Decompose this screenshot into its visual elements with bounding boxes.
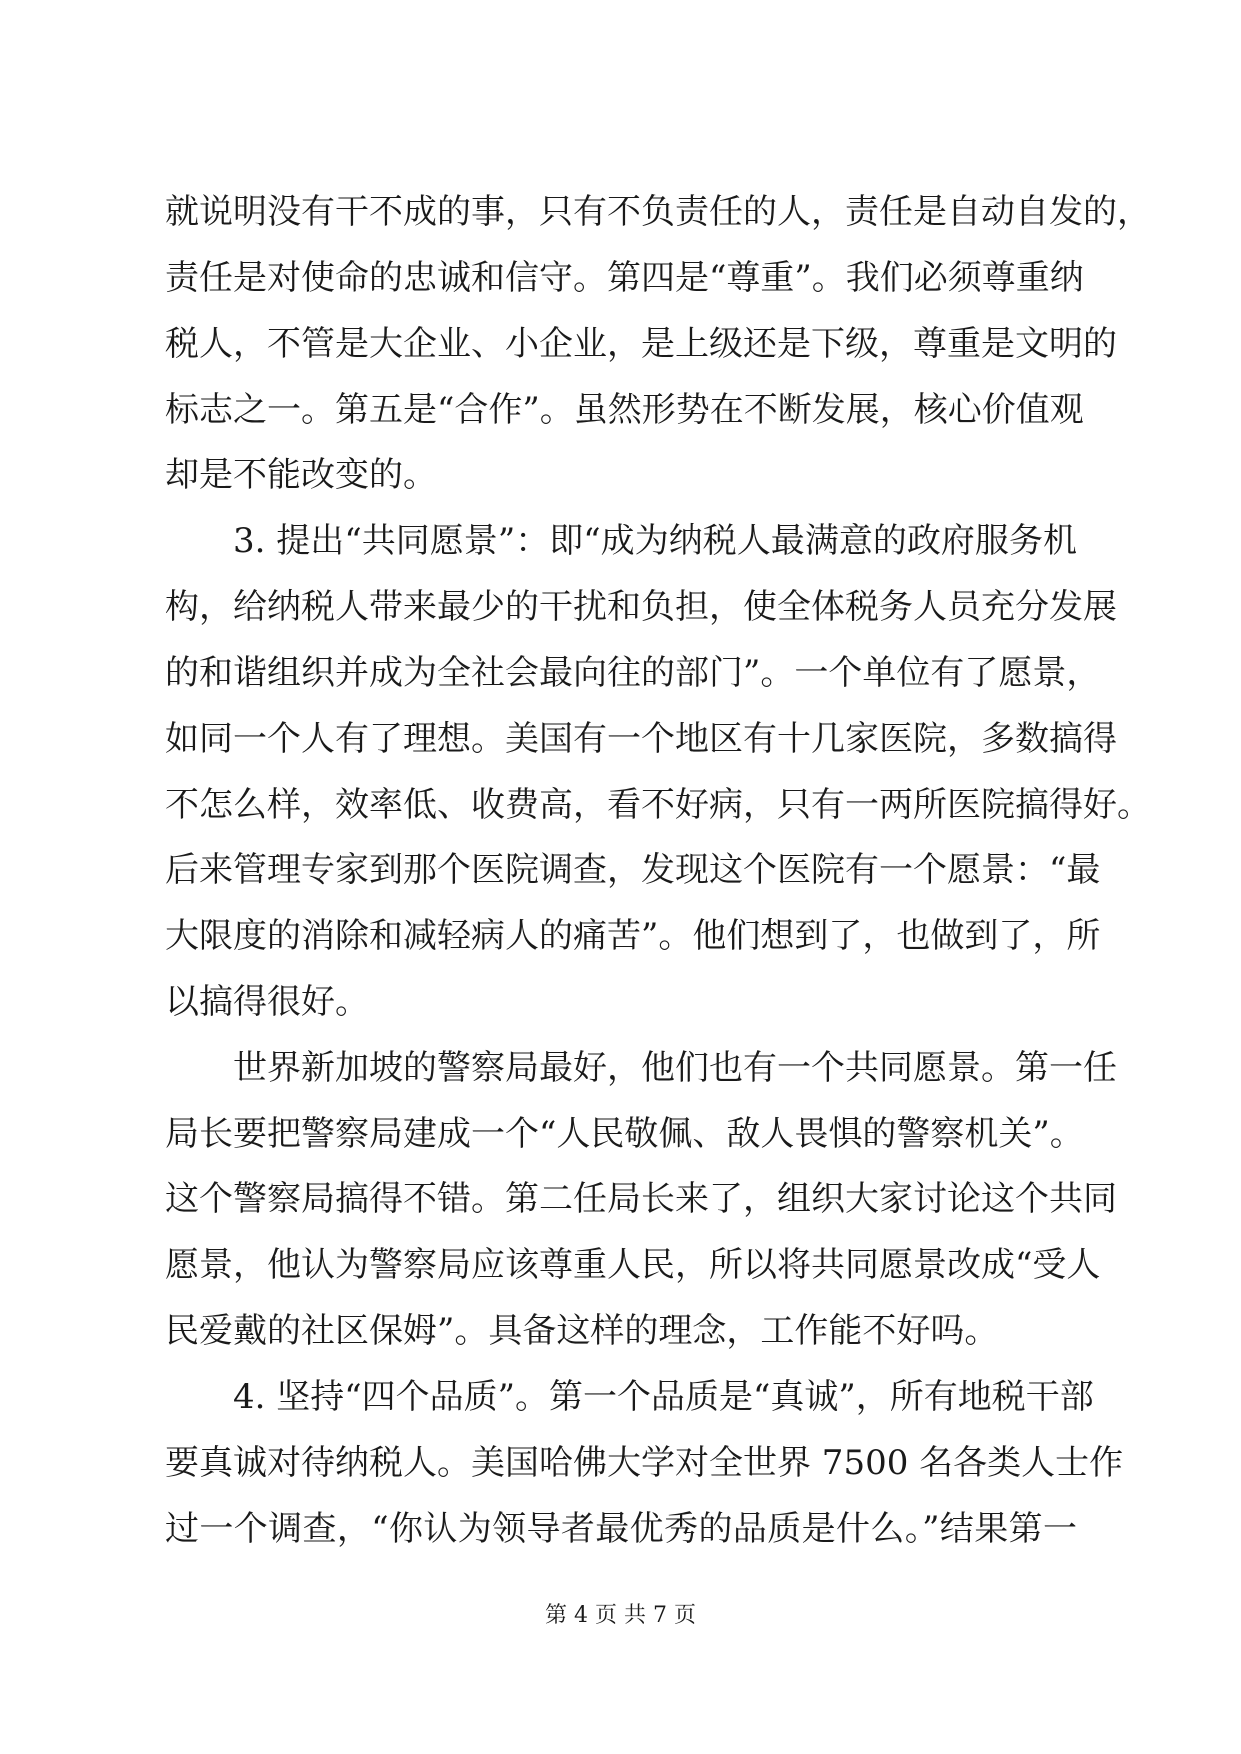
text-line: 要真诚对待纳税人。美国哈佛大学对全世界 7500 名各类人士作 xyxy=(165,1443,1124,1483)
text-line: 世界新加坡的警察局最好，他们也有一个共同愿景。第一任 xyxy=(233,1048,1117,1088)
text-line: 过一个调查，“你认为领导者最优秀的品质是什么。”结果第一 xyxy=(165,1509,1077,1549)
text-line: 标志之一。第五是“合作”。虽然形势在不断发展，核心价值观 xyxy=(165,390,1084,430)
text-line: 不怎么样，效率低、收费高，看不好病，只有一两所医院搞得好。 xyxy=(165,785,1151,825)
text-line: 构，给纳税人带来最少的干扰和负担，使全体税务人员充分发展 xyxy=(165,587,1117,627)
text-line: 愿景，他认为警察局应该尊重人民，所以将共同愿景改成“受人 xyxy=(165,1245,1101,1285)
text-line: 却是不能改变的。 xyxy=(165,455,437,495)
text-line: 3. 提出“共同愿景”：即“成为纳税人最满意的政府服务机 xyxy=(233,521,1077,561)
text-line: 就说明没有干不成的事，只有不负责任的人，责任是自动自发的， xyxy=(165,192,1151,232)
text-line: 后来管理专家到那个医院调查，发现这个医院有一个愿景：“最 xyxy=(165,850,1101,890)
text-line: 民爱戴的社区保姆”。具备这样的理念，工作能不好吗。 xyxy=(165,1311,999,1351)
text-line: 责任是对使命的忠诚和信守。第四是“尊重”。我们必须尊重纳 xyxy=(165,258,1084,298)
text-line: 的和谐组织并成为全社会最向往的部门”。一个单位有了愿景， xyxy=(165,653,1101,693)
page-footer: 第 4 页 共 7 页 xyxy=(545,1603,696,1628)
text-line: 大限度的消除和减轻病人的痛苦”。他们想到了，也做到了，所 xyxy=(165,916,1101,956)
text-line: 这个警察局搞得不错。第二任局长来了，组织大家讨论这个共同 xyxy=(165,1179,1117,1219)
text-line: 以搞得很好。 xyxy=(165,982,369,1022)
text-line: 如同一个人有了理想。美国有一个地区有十几家医院，多数搞得 xyxy=(165,719,1117,759)
text-line: 局长要把警察局建成一个“人民敬佩、敌人畏惧的警察机关”。 xyxy=(165,1114,1084,1154)
text-line: 4. 坚持“四个品质”。第一个品质是“真诚”，所有地税干部 xyxy=(233,1377,1094,1417)
text-line: 税人，不管是大企业、小企业，是上级还是下级，尊重是文明的 xyxy=(165,324,1117,364)
